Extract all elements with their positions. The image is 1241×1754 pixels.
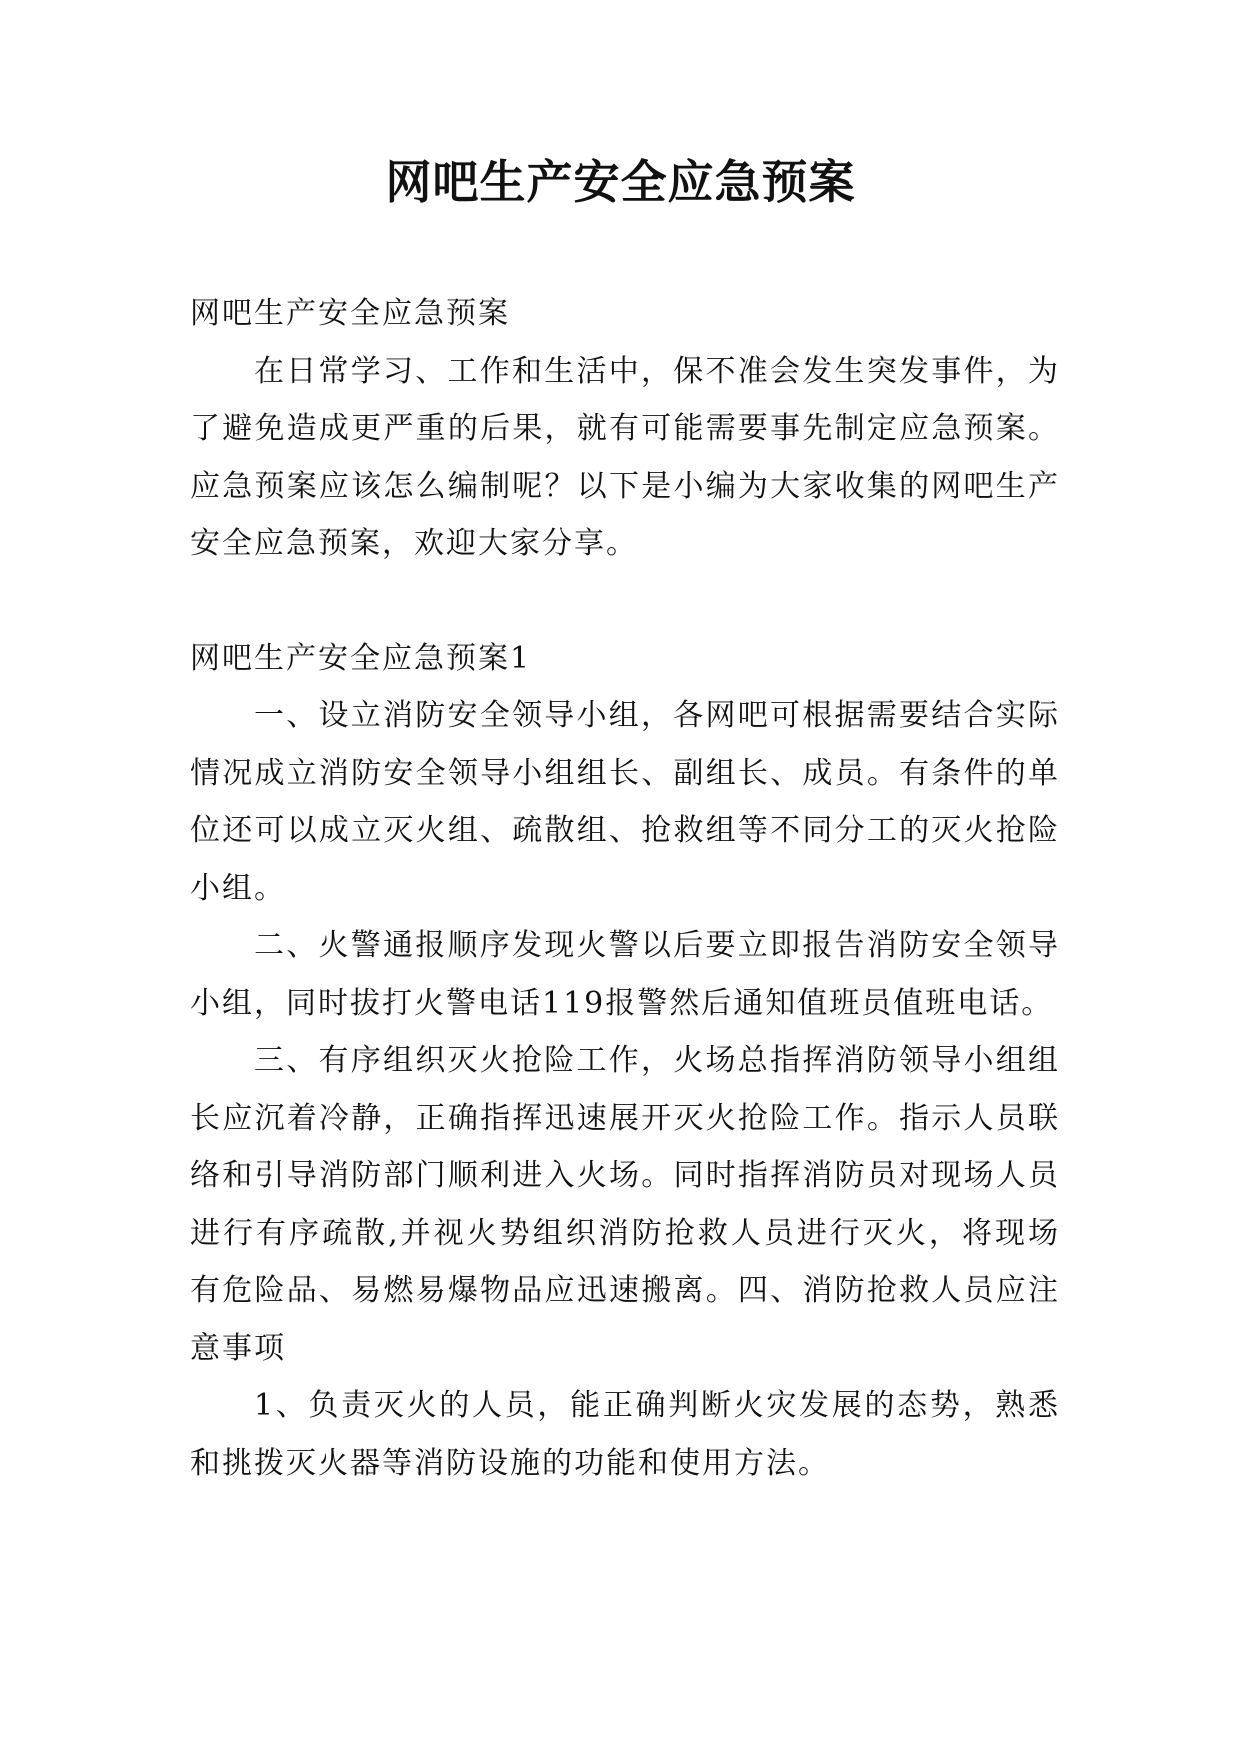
intro-paragraph: 在日常学习、工作和生活中，保不准会发生突发事件，为了避免造成更严重的后果，就有可能需要事先制定应急预案。应急预案应该怎么编制呢？以下是小编为大家收集的网吧生产安全应急预案，欢迎大家分享。 bbox=[190, 353, 1060, 561]
paragraph-item-3: 三、有序组织灭火抢险工作，火场总指挥消防领导小组组长应沉着冷静，正确指挥迅速展开灭火抢险工作。指示人员联络和引导消防部门顺利进入火场。同时指挥消防员对现场人员进行有序疏散,并视火势组织消防抢救人员进行灭火，将现场有危险品、易燃易爆物品应迅速搬离。四、消防抢救人员应注意事项 bbox=[190, 1043, 1060, 1366]
intro-heading: 网吧生产安全应急预案 bbox=[190, 296, 510, 331]
paragraph-item-4: 1、负责灭火的人员，能正确判断火灾发展的态势，熟悉和挑拨灭火器等消防设施的功能和使用方法。 bbox=[190, 1388, 1060, 1481]
document-title: 网吧生产安全应急预案 bbox=[385, 155, 856, 209]
document-body bbox=[190, 285, 1060, 1492]
section-heading-1: 网吧生产安全应急预案1 bbox=[190, 640, 532, 676]
paragraph-item-2: 二、火警通报顺序发现火警以后要立即报告消防安全领导小组，同时拔打火警电话119报警然后通知值班员值班电话。 bbox=[190, 928, 1060, 1021]
paragraph-item-1: 一、设立消防安全领导小组，各网吧可根据需要结合实际情况成立消防安全领导小组组长、副组长、成员。有条件的单位还可以成立灭火组、疏散组、抢救组等不同分工的灭火抢险小组。 bbox=[190, 698, 1060, 906]
